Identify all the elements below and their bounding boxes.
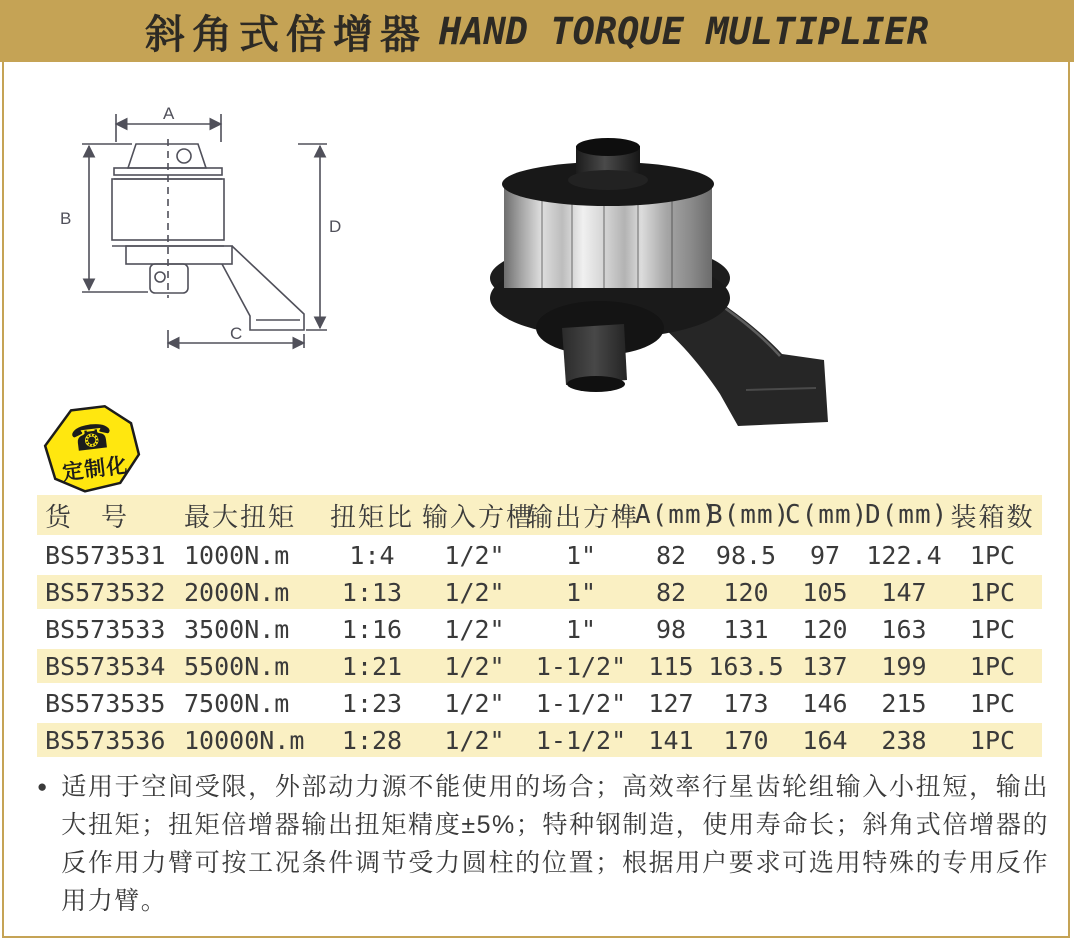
dim-a: 127: [648, 688, 694, 718]
badge-label: 定制化: [61, 453, 130, 485]
torque-ratio: 1:13: [341, 577, 403, 607]
dim-c: 120: [802, 614, 848, 644]
col-header-input-square: 输入方槽: [422, 501, 535, 532]
content-panel: [2, 62, 1070, 938]
packing-qty: 1PC: [969, 540, 1016, 570]
table-row: [37, 538, 1042, 572]
dim-b: 163.5: [708, 651, 784, 681]
dim-c: 146: [802, 688, 848, 718]
input-square: 1/2": [444, 540, 505, 570]
max-torque: 2000N.m: [184, 577, 290, 607]
torque-ratio: 1:23: [341, 688, 403, 718]
spec-table: [37, 495, 1042, 760]
drive-head-outline: [128, 144, 206, 168]
table-row: [37, 575, 1042, 609]
output-square: 1-1/2": [535, 725, 627, 755]
packing-qty: 1PC: [969, 688, 1016, 718]
output-square: 1-1/2": [535, 651, 627, 681]
dim-d: 199: [881, 651, 927, 681]
output-square: 1": [565, 540, 597, 570]
torque-ratio: 1:21: [341, 651, 403, 681]
description-text: 适用于空间受限，外部动力源不能使用的场合；高效率行星齿轮组输入小扭短，输出大扭矩；扭矩倍增器输出扭矩精度±5%；特种钢制造，使用寿命长；斜角式倍增器的反作用力臂可按工况条件调节受力圆柱的位置；根据用户要求可选用特殊的专用反作用力臂。: [61, 773, 1049, 915]
product-photo: [440, 98, 840, 473]
max-torque: 3500N.m: [184, 614, 290, 644]
dim-a: 82: [655, 540, 687, 570]
dim-a: 98: [655, 614, 687, 644]
max-torque: 5500N.m: [184, 651, 290, 681]
max-torque: 10000N.m: [184, 725, 305, 755]
dim-a: 82: [655, 577, 687, 607]
dim-d: 163: [881, 614, 927, 644]
page-header: [0, 0, 1074, 62]
telephone-icon: ☎: [68, 416, 115, 460]
dim-b: 170: [723, 725, 769, 755]
packing-qty: 1PC: [969, 614, 1016, 644]
output-square: 1": [565, 614, 597, 644]
part-no: BS573536: [45, 725, 166, 755]
dim-d: 147: [881, 577, 927, 607]
col-header-packing-qty: 装箱数: [950, 501, 1035, 532]
output-square: 1-1/2": [535, 688, 627, 718]
col-header-torque-ratio: 扭矩比: [329, 501, 414, 532]
dim-b: 98.5: [715, 540, 777, 570]
max-torque: 7500N.m: [184, 688, 290, 718]
input-square: 1/2": [444, 651, 505, 681]
product-description: [37, 768, 1049, 920]
dim-d: 122.4: [866, 540, 942, 570]
input-square: 1/2": [444, 614, 505, 644]
col-header-c-mm: C(mm): [785, 500, 869, 530]
reaction-arm-outline: [222, 246, 304, 330]
part-no: BS573531: [45, 540, 166, 570]
dim-d: 215: [881, 688, 927, 718]
col-header-output-square: 输出方榫: [527, 501, 640, 532]
part-no: BS573534: [45, 651, 166, 681]
part-no: BS573535: [45, 688, 166, 718]
packing-qty: 1PC: [969, 725, 1016, 755]
dimension-drawing: [50, 88, 380, 388]
max-torque: 1000N.m: [184, 540, 290, 570]
col-header-d-mm: D(mm): [865, 500, 949, 530]
table-row: [37, 612, 1042, 646]
dim-a: 141: [648, 725, 694, 755]
col-header-part-no: 货 号: [45, 501, 130, 532]
dim-c: 105: [802, 577, 848, 607]
table-row: [37, 686, 1042, 720]
col-header-max-torque: 最大扭矩: [184, 501, 297, 532]
dim-label-c: C: [230, 324, 243, 343]
dim-b: 120: [723, 577, 769, 607]
torque-ratio: 1:4: [349, 540, 395, 570]
table-row: [37, 649, 1042, 683]
dim-d: 238: [881, 725, 927, 755]
square-drive: [562, 324, 627, 385]
bullet-icon: ●: [37, 777, 48, 796]
torque-ratio: 1:28: [341, 725, 403, 755]
input-square: 1/2": [444, 725, 505, 755]
page-title-english: HAND TORQUE MULTIPLIER: [438, 9, 930, 53]
dim-c: 164: [802, 725, 848, 755]
part-no: BS573533: [45, 614, 166, 644]
torque-ratio: 1:16: [341, 614, 403, 644]
table-header-row: [37, 495, 1042, 535]
col-header-a-mm: A(mm): [635, 500, 719, 530]
customization-badge: [32, 402, 154, 498]
dim-b: 131: [723, 614, 769, 644]
dim-label-d: D: [329, 217, 342, 236]
part-no: BS573532: [45, 577, 166, 607]
packing-qty: 1PC: [969, 577, 1016, 607]
dim-label-a: A: [163, 104, 175, 123]
packing-qty: 1PC: [969, 651, 1016, 681]
dim-b: 173: [723, 688, 769, 718]
input-square: 1/2": [444, 688, 505, 718]
table-row: [37, 723, 1042, 757]
page-title-chinese: 斜角式倍增器: [144, 12, 427, 57]
dim-c: 97: [809, 540, 841, 570]
col-header-b-mm: B(mm): [707, 500, 791, 530]
dim-c: 137: [802, 651, 848, 681]
input-square: 1/2": [444, 577, 505, 607]
dim-a: 115: [648, 651, 694, 681]
output-square: 1": [565, 577, 597, 607]
dim-label-b: B: [60, 209, 72, 228]
